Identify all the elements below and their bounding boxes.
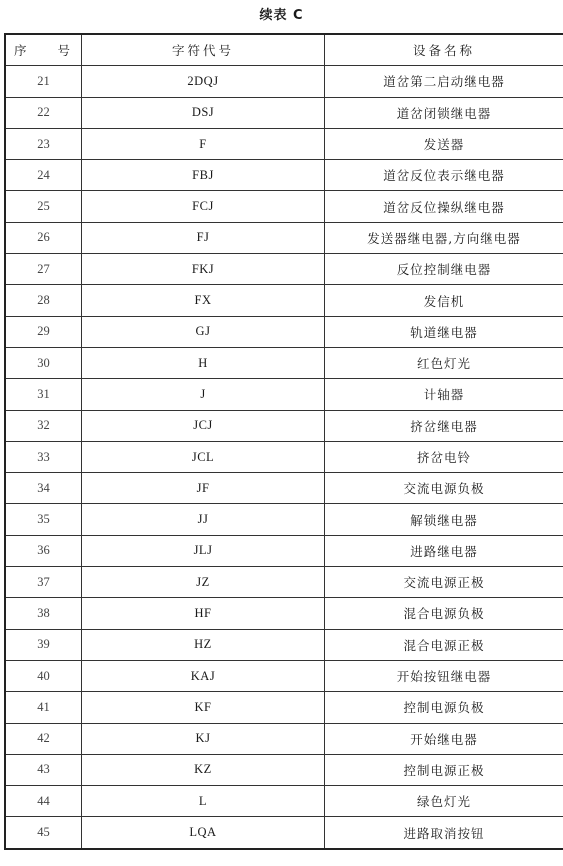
cell-code: 2DQJ bbox=[82, 66, 325, 97]
cell-name: 挤岔继电器 bbox=[325, 410, 563, 441]
cell-code: FX bbox=[82, 285, 325, 316]
cell-code: HF bbox=[82, 598, 325, 629]
table-row bbox=[5, 128, 563, 159]
cell-seq: 23 bbox=[5, 128, 82, 159]
table-row bbox=[5, 567, 563, 598]
cell-code: FBJ bbox=[82, 160, 325, 191]
table-row bbox=[5, 254, 563, 285]
table-caption: 续表 C bbox=[259, 8, 304, 23]
cell-seq: 28 bbox=[5, 285, 82, 316]
cell-name: 道岔闭锁继电器 bbox=[325, 97, 563, 128]
table-row bbox=[5, 379, 563, 410]
cell-seq: 30 bbox=[5, 347, 82, 378]
cell-name: 道岔反位操纵继电器 bbox=[325, 191, 563, 222]
cell-name: 绿色灯光 bbox=[325, 786, 563, 817]
table-header-row bbox=[5, 34, 563, 66]
cell-seq: 29 bbox=[5, 316, 82, 347]
table-row bbox=[5, 410, 563, 441]
cell-code: FCJ bbox=[82, 191, 325, 222]
cell-seq: 33 bbox=[5, 441, 82, 472]
table-row bbox=[5, 660, 563, 691]
header-name: 设备名称 bbox=[325, 34, 563, 66]
cell-code: L bbox=[82, 786, 325, 817]
cell-code: KZ bbox=[82, 754, 325, 785]
cell-seq: 45 bbox=[5, 817, 82, 849]
table-row bbox=[5, 66, 563, 97]
cell-name: 红色灯光 bbox=[325, 347, 563, 378]
cell-name: 开始继电器 bbox=[325, 723, 563, 754]
cell-code: DSJ bbox=[82, 97, 325, 128]
header-seq-right: 号 bbox=[57, 43, 73, 59]
cell-seq: 36 bbox=[5, 535, 82, 566]
table-row bbox=[5, 222, 563, 253]
table-row bbox=[5, 316, 563, 347]
table-row bbox=[5, 692, 563, 723]
cell-code: JCJ bbox=[82, 410, 325, 441]
cell-name: 挤岔电铃 bbox=[325, 441, 563, 472]
cell-name: 控制电源负极 bbox=[325, 692, 563, 723]
cell-seq: 43 bbox=[5, 754, 82, 785]
cell-seq: 31 bbox=[5, 379, 82, 410]
cell-seq: 37 bbox=[5, 567, 82, 598]
cell-seq: 42 bbox=[5, 723, 82, 754]
cell-code: H bbox=[82, 347, 325, 378]
header-seq-left: 序 bbox=[14, 43, 30, 59]
cell-code: GJ bbox=[82, 316, 325, 347]
cell-seq: 35 bbox=[5, 504, 82, 535]
table-row bbox=[5, 786, 563, 817]
cell-seq: 25 bbox=[5, 191, 82, 222]
cell-name: 发送器 bbox=[325, 128, 563, 159]
cell-code: JJ bbox=[82, 504, 325, 535]
cell-code: JZ bbox=[82, 567, 325, 598]
cell-name: 道岔反位表示继电器 bbox=[325, 160, 563, 191]
cell-seq: 40 bbox=[5, 660, 82, 691]
table-row bbox=[5, 441, 563, 472]
cell-name: 交流电源正极 bbox=[325, 567, 563, 598]
table-row bbox=[5, 723, 563, 754]
table-row bbox=[5, 191, 563, 222]
cell-code: FJ bbox=[82, 222, 325, 253]
table-row bbox=[5, 160, 563, 191]
table-row bbox=[5, 629, 563, 660]
cell-seq: 27 bbox=[5, 254, 82, 285]
cell-name: 计轴器 bbox=[325, 379, 563, 410]
cell-code: HZ bbox=[82, 629, 325, 660]
cell-code: KAJ bbox=[82, 660, 325, 691]
header-code: 字符代号 bbox=[82, 34, 325, 66]
table-row bbox=[5, 285, 563, 316]
device-code-table bbox=[4, 33, 563, 850]
cell-name: 进路取消按钮 bbox=[325, 817, 563, 849]
cell-seq: 34 bbox=[5, 473, 82, 504]
cell-name: 发送器继电器,方向继电器 bbox=[325, 222, 563, 253]
cell-name: 发信机 bbox=[325, 285, 563, 316]
cell-code: J bbox=[82, 379, 325, 410]
cell-code: KF bbox=[82, 692, 325, 723]
cell-name: 混合电源负极 bbox=[325, 598, 563, 629]
cell-name: 交流电源负极 bbox=[325, 473, 563, 504]
cell-name: 轨道继电器 bbox=[325, 316, 563, 347]
cell-seq: 38 bbox=[5, 598, 82, 629]
cell-seq: 41 bbox=[5, 692, 82, 723]
table-row bbox=[5, 817, 563, 849]
table-row bbox=[5, 598, 563, 629]
cell-seq: 39 bbox=[5, 629, 82, 660]
cell-code: FKJ bbox=[82, 254, 325, 285]
cell-name: 开始按钮继电器 bbox=[325, 660, 563, 691]
table-row bbox=[5, 97, 563, 128]
cell-code: F bbox=[82, 128, 325, 159]
header-seq bbox=[5, 34, 82, 66]
cell-code: KJ bbox=[82, 723, 325, 754]
table-row bbox=[5, 535, 563, 566]
table-row bbox=[5, 504, 563, 535]
cell-name: 进路继电器 bbox=[325, 535, 563, 566]
cell-code: LQA bbox=[82, 817, 325, 849]
cell-code: JF bbox=[82, 473, 325, 504]
cell-seq: 22 bbox=[5, 97, 82, 128]
cell-seq: 44 bbox=[5, 786, 82, 817]
cell-code: JCL bbox=[82, 441, 325, 472]
table-row bbox=[5, 347, 563, 378]
cell-name: 解锁继电器 bbox=[325, 504, 563, 535]
cell-name: 反位控制继电器 bbox=[325, 254, 563, 285]
cell-seq: 24 bbox=[5, 160, 82, 191]
cell-seq: 21 bbox=[5, 66, 82, 97]
cell-name: 道岔第二启动继电器 bbox=[325, 66, 563, 97]
table-row bbox=[5, 473, 563, 504]
cell-seq: 26 bbox=[5, 222, 82, 253]
cell-name: 混合电源正极 bbox=[325, 629, 563, 660]
table-row bbox=[5, 754, 563, 785]
cell-name: 控制电源正极 bbox=[325, 754, 563, 785]
cell-seq: 32 bbox=[5, 410, 82, 441]
cell-code: JLJ bbox=[82, 535, 325, 566]
